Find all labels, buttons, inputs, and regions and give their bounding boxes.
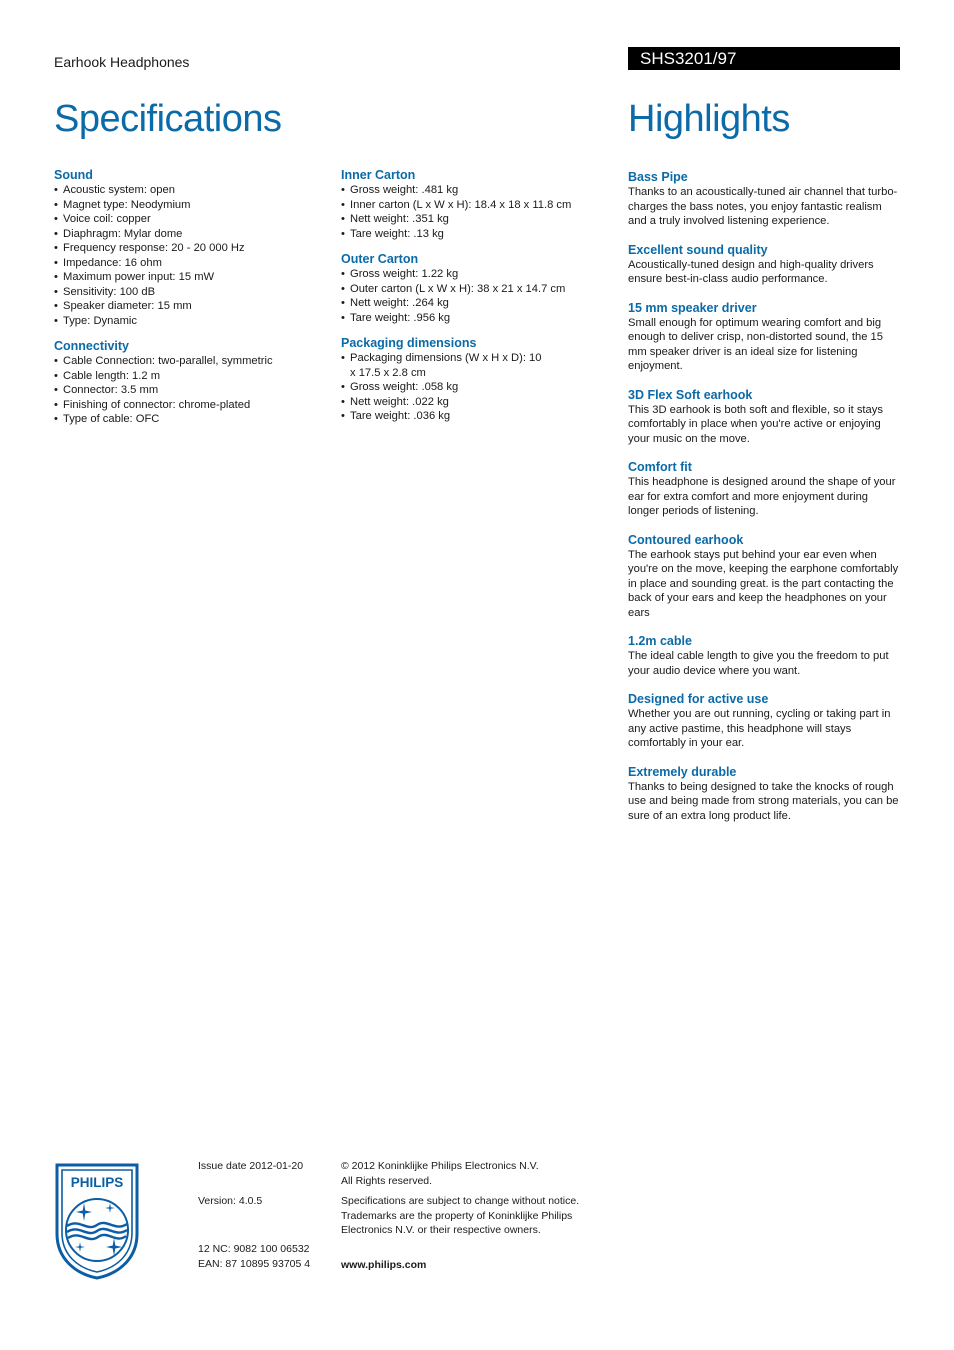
highlight-title: 1.2m cable xyxy=(628,634,692,648)
highlight-text: Acoustically-tuned design and high-quality drivers ensure best-in-class audio performance. xyxy=(628,258,874,285)
spec-item: • Cable Connection: two-parallel, symmetric xyxy=(54,354,324,369)
highlight-text: Whether you are out running, cycling or taking part in any active pastime, this headphone will stays comfortably in your ear. xyxy=(628,708,891,749)
spec-item: • Tare weight: .036 kg xyxy=(341,409,546,424)
notice-line: Electronics N.V. or their respective owners. xyxy=(341,1224,541,1236)
highlight-item xyxy=(628,764,900,824)
notice-line: Trademarks are the property of Koninklijke Philips xyxy=(341,1209,573,1222)
website-link[interactable]: www.philips.com xyxy=(341,1258,427,1271)
spec-item: • Type: Dynamic xyxy=(54,314,324,329)
spec-item: • Voice coil: copper xyxy=(54,212,324,227)
spec-item: • Impedance: 16 ohm xyxy=(54,256,324,271)
highlight-text: This 3D earhook is both soft and flexible, so it stays comfortably in place when you're active or enjoying your music on the move. xyxy=(628,403,883,445)
version: Version: 4.0.5 xyxy=(198,1194,263,1207)
spec-item: • Outer carton (L x W x H): 38 x 21 x 14.7 cm xyxy=(341,282,611,297)
highlight-item xyxy=(628,300,900,374)
model-number-badge: SHS3201/97 xyxy=(628,47,900,70)
notice-line: Specifications are subject to change without notice. xyxy=(341,1195,580,1207)
spec-item: • Nett weight: .264 kg xyxy=(341,296,611,311)
spec-item: • Gross weight: 1.22 kg xyxy=(341,267,611,282)
inner-carton-spec-list xyxy=(341,183,611,241)
spec-item: • Finishing of connector: chrome-plated xyxy=(54,398,324,413)
issue-date: Issue date 2012-01-20 xyxy=(198,1160,304,1172)
highlight-text: The earhook stays put behind your ear even when you're on the move, keeping the earphone comfortably in place and sounding great. is the part contacting the back of your ears and keep the headphones on your ears xyxy=(628,548,899,619)
copyright-line: © 2012 Koninklijke Philips Electronics N.V. xyxy=(341,1160,539,1172)
spec-item: • Maximum power input: 15 mW xyxy=(54,270,324,285)
highlights-column xyxy=(628,169,900,836)
highlight-text: The ideal cable length to give you the freedom to put your audio device where you want. xyxy=(628,650,889,677)
highlight-title: 3D Flex Soft earhook xyxy=(628,387,753,402)
section-title-sound: Sound xyxy=(54,168,93,182)
spec-item: • Tare weight: .956 kg xyxy=(341,311,611,326)
spec-item: • Gross weight: .481 kg xyxy=(341,183,611,198)
packaging-spec-list xyxy=(341,351,546,424)
section-title-connectivity: Connectivity xyxy=(54,339,130,353)
highlight-item xyxy=(628,387,900,447)
section-title-inner-carton: Inner Carton xyxy=(341,168,416,182)
highlight-text: Small enough for optimum wearing comfort and big enough to deliver crisp, non-distorted sound, the 15 mm speaker driver is an ideal size for listening enjoyment. xyxy=(628,316,883,372)
spec-item: • Cable length: 1.2 m xyxy=(54,369,324,384)
spec-item: • Sensitivity: 100 dB xyxy=(54,285,324,300)
ean-number: EAN: 87 10895 93705 4 xyxy=(198,1257,311,1270)
sound-spec-list xyxy=(54,183,324,328)
spec-item: • Nett weight: .351 kg xyxy=(341,212,611,227)
highlight-title: Extremely durable xyxy=(628,764,737,779)
highlight-item xyxy=(628,532,900,621)
highlight-text: Thanks to an acoustically-tuned air channel that turbo-charges the bass notes, you enjoy fantastic realism and a truly involved listening experience. xyxy=(628,186,898,227)
rights-line: All Rights reserved. xyxy=(341,1174,433,1187)
highlight-title: Excellent sound quality xyxy=(628,242,768,257)
highlight-item xyxy=(628,633,900,678)
specifications-title: Specifications xyxy=(54,98,282,140)
highlight-item xyxy=(628,169,900,229)
brand-wordmark: PHILIPS xyxy=(70,1175,124,1190)
highlight-title: Bass Pipe xyxy=(628,170,688,184)
highlight-text: Thanks to being designed to take the knocks of rough use and being made from strong materials, you can be sure of an extra long product life. xyxy=(628,780,899,822)
footer-meta xyxy=(198,1159,338,1271)
highlight-title: Comfort fit xyxy=(628,460,692,474)
spec-item: • Diaphragm: Mylar dome xyxy=(54,227,324,242)
spec-item: • Frequency response: 20 - 20 000 Hz xyxy=(54,241,324,256)
highlight-title: Designed for active use xyxy=(628,692,769,706)
spec-column-1 xyxy=(54,167,324,437)
spec-item: • Tare weight: .13 kg xyxy=(341,227,611,242)
highlights-title: Highlights xyxy=(628,98,790,140)
spec-item: • Nett weight: .022 kg xyxy=(341,395,546,410)
spec-item: • Connector: 3.5 mm xyxy=(54,383,324,398)
highlight-text: This headphone is designed around the shape of your ear for extra comfort and more enjoyment during longer periods of listening. xyxy=(628,476,896,517)
connectivity-spec-list xyxy=(54,354,324,427)
section-title-packaging: Packaging dimensions xyxy=(341,336,477,350)
spec-item: • Acoustic system: open xyxy=(54,183,324,198)
highlight-title: Contoured earhook xyxy=(628,532,744,547)
highlight-item xyxy=(628,691,900,751)
philips-logo xyxy=(54,1162,140,1280)
section-title-outer-carton: Outer Carton xyxy=(341,252,419,266)
outer-carton-spec-list xyxy=(341,267,611,325)
spec-item: • Packaging dimensions (W x H x D): 10 x 17.5 x 2.8 cm xyxy=(341,351,546,380)
nc-number: 12 NC: 9082 100 06532 xyxy=(198,1243,310,1255)
spec-item: • Gross weight: .058 kg xyxy=(341,380,546,395)
spec-item: • Magnet type: Neodymium xyxy=(54,198,324,213)
highlight-title: 15 mm speaker driver xyxy=(628,300,757,315)
spec-item: • Inner carton (L x W x H): 18.4 x 18 x 11.8 cm xyxy=(341,198,611,213)
spec-item: • Type of cable: OFC xyxy=(54,412,324,427)
highlight-item xyxy=(628,242,900,287)
philips-shield-icon xyxy=(54,1162,140,1280)
spec-item: • Speaker diameter: 15 mm xyxy=(54,299,324,314)
spec-column-2 xyxy=(341,167,611,434)
product-category: Earhook Headphones xyxy=(54,54,190,70)
highlight-item xyxy=(628,459,900,519)
footer-legal xyxy=(341,1159,601,1272)
